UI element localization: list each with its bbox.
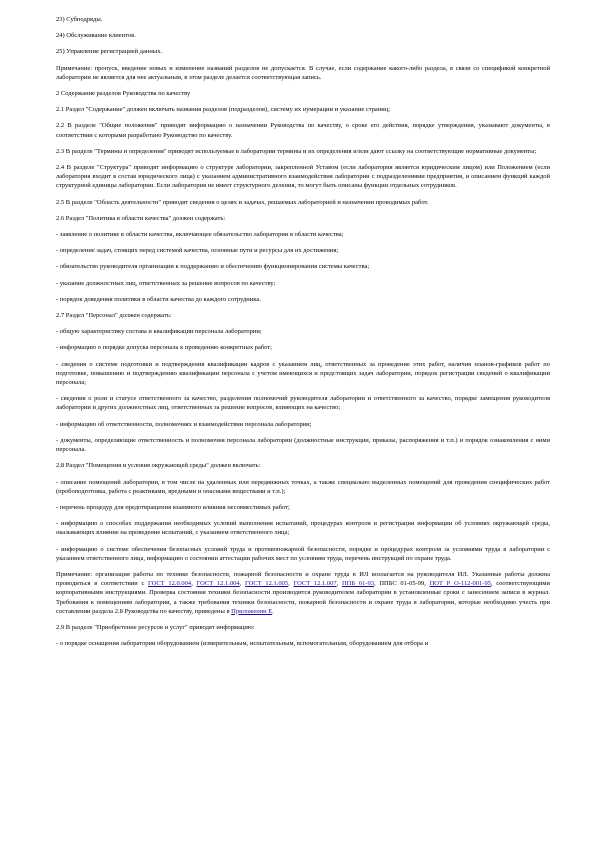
paragraph-2-7: 2.7 Раздел "Персонал" должен содержать: [56,312,172,320]
bullet-2-9-1: - о порядке оснащения лаборатории оборудованием (измерительным, испытательным, вспомогательным, оборудованием для отбора и [56,640,429,648]
bullet-2-6-1: - заявление о политике в области качества, включающее обязательство лаборатории в области качества; [56,231,344,239]
bullet-2-8-4: - информацию о системе обеспечения безопасных условий труда и противопожарной безопасности, порядке и процедурах контроля за условиями труда в лаборатории с указанием ответственного лица, информацию о состоянии аттестации рабочих мест по условиям труда, перечень инструкций по охране труда. [56,545,550,562]
paragraph-2-3: 2.3 В разделе "Термины и определения" приводят используемые в лаборатории термины и их определения и/или дают ссылку на соответствующие нормативные документы; [56,147,537,155]
paragraph-2-6: 2.6 Раздел "Политика в области качества" должен содержать: [56,214,226,222]
list-item-23: 23) Субподряды. [56,16,103,23]
link-ppb-01-93[interactable]: ППБ 01-93 [341,580,374,588]
paragraph-2-5: 2.5 В разделе "Область деятельности" приводят сведения о целях и задачах, решаемых лабораторией и назначении проводимых работ. [56,198,429,206]
note-paragraph: Примечание: пропуск, введение новых и изменение названий разделов не допускается. В случае, если содержание какого-либо раздела, в связи со спецификой конкретной лаборатории не является для нее актуальным, в этом разделе делается соответствующая запись. [56,64,550,81]
bullet-2-8-1: - описание помещений лаборатории, в том числе на удаленных или передвижных точках, а также специально выделенных помещений для проведения специфических работ (пробоподготовка, работа с реактивами, вредными и опасными веществами и т.п.); [56,478,550,495]
separator: , [191,580,197,588]
list-item-25: 25) Управление регистрацией данных. [56,48,163,56]
bullet-2-7-6: - документы, определяющие ответственность и полномочия персонала лаборатории (должностные инструкции, приказы, распоряжения и т.п.) и порядок ознакомления с ними персонала. [56,436,550,454]
link-gost-12-1-005[interactable]: ГОСТ 12.1.005 [245,580,289,588]
link-gost-12-0-004[interactable]: ГОСТ 12.0.004 [148,580,192,588]
bullet-2-6-2: - определение задач, стоящих перед системой качества, основные пути и ресурсы для их достижения; [56,247,339,255]
separator: , [336,580,342,588]
note-safety-paragraph [56,570,550,616]
separator: , ППБС 01-05-99, [373,580,430,588]
bullet-2-8-2: - перечень процедур для предотвращения взаимного влияния несовместимых работ; [56,503,290,511]
link-gost-12-1-004[interactable]: ГОСТ 12.1.004 [196,580,240,588]
section-heading: 2 Содержание разделов Руководства по качеству [56,90,191,98]
note-text-after: , соответствующими корпоративными инструкциями. Проверка состояния техники безопасности производится руководителем лаборатории в установленные сроки с занесением записи в журнал. Требования к помещениям лаборатории, а также требования техники безопасности, пожарной безопасности и охране труда в лаборатории, которые необходимо учесть при составлении раздела 2.8 Руководства по качеству, приведены в [56,580,551,615]
bullet-2-7-3: - сведения о системе подготовки и подтверждения квалификации кадров с указанием лиц, ответственных за проведение этих работ, наличия планов-графиков работ по подготовке, повышению и подтверждению квалификации персонала с учетом имеющихся и предстоящих задач лаборатории, порядок регистрации сведений о квалификации персонала; [56,360,550,387]
paragraph-2-2: 2.2 В разделе "Общие положения" приводят информацию о назначении Руководства по качеству, о сроке его действия, порядке утверждения, указывают документы, в соответствии с которыми разработано Руководство по качеству. [56,122,550,139]
note-text-before: Примечание: организация работы по технике безопасности, пожарной безопасности и охране труда в ИЛ возлагается на руководителя ИЛ. Указанные работы должны проводиться в соответствии с [56,570,550,588]
bullet-2-8-3: - информацию о способах поддержания необходимых условий выполнения испытаний, процедурах контроля и регистрации информации об условиях окружающей среды, оказывающих влияние на проведение испытаний, с указанием ответственного лица; [56,520,550,537]
paragraph-2-1: 2.1 Раздел "Содержание" должен включать названия разделов (подразделов), систему их нумерации и указание страниц; [56,106,391,114]
link-gost-12-1-007[interactable]: ГОСТ 12.1.007 [293,580,337,588]
bullet-2-6-4: - указание должностных лиц, ответственных за решение вопросов по качеству; [56,279,276,287]
bullet-2-6-3: - обязательство руководителя организации к поддержанию и обеспечению функционирования системы качества; [56,263,370,271]
separator: , [239,580,246,588]
bullet-2-6-5: - порядок доведения политики в области качества до каждого сотрудника. [56,295,261,303]
note-text-end: . [272,607,274,615]
bullet-2-7-2: - информацию о порядке допуска персонала к проведению конкретных работ; [56,344,272,352]
list-item-24: 24) Обслуживание клиентов. [56,32,136,40]
paragraph-2-9: 2.9 В разделе "Приобретение ресурсов и услуг" приводят информацию: [56,623,255,631]
paragraph-2-8: 2.8 Раздел "Помещения и условия окружающей среды" должен включать: [56,462,261,470]
bullet-2-7-4: - сведения о роли и статусе ответственного за качество, разделения полномочий руководителя лаборатории и ответственного за качество, порядке замещения руководителя лаборатории и других должностных лиц, ответственных за решение вопросов, влияющих на качество; [56,395,550,412]
separator: , [288,580,294,588]
paragraph-2-4: 2.4 В разделе "Структура" приводят информацию о структуре лаборатории, закрепленной Уставом (если лаборатория является юридическим лицом) или Положением (если лаборатория входит в состав юридического лица) с указанием административного взаимодействия лаборатории с подразделениями предприятия, и описанием функций каждой структурной единицы лаборатории. Если лаборатория не имеет структурного деления, то могут быть описаны функции отдельных сотрудников. [56,164,550,190]
bullet-2-7-5: - информацию об ответственности, полномочиях и взаимодействии персонала лаборатории; [56,420,312,428]
bullet-2-7-1: - общую характеристику состава и квалификации персонала лаборатории; [56,328,262,336]
link-pot-r-o[interactable]: ПОТ Р О-112-001-95 [429,580,491,588]
link-appendix-e[interactable]: Приложении Е [231,607,273,615]
